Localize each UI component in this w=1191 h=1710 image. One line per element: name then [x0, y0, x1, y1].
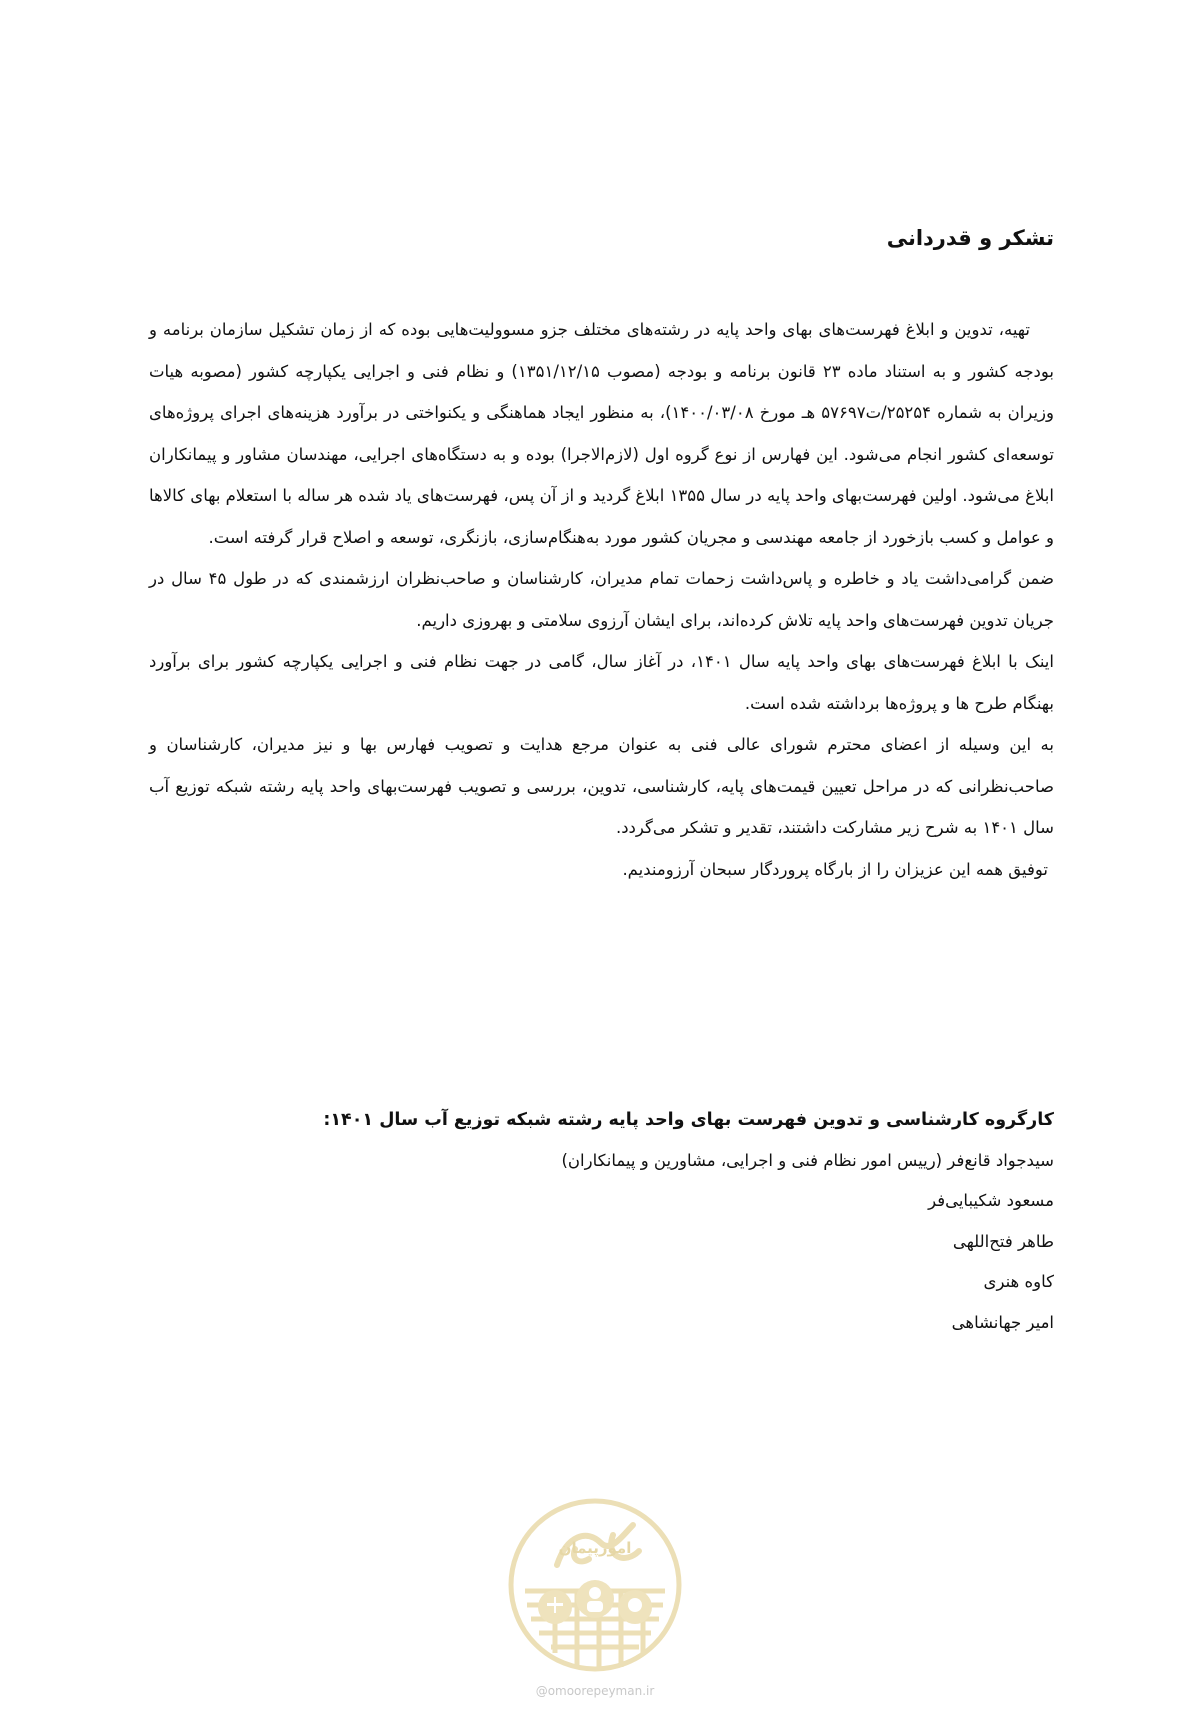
watermark-logo-text: امورپیمان: [558, 1539, 632, 1557]
watermark-logo-icon: [505, 1495, 685, 1710]
team-list: [149, 1141, 1054, 1344]
team-member: مسعود شکیبایی‌فر: [928, 1191, 1054, 1210]
paragraph-tribute: ضمن گرامی‌داشت یاد و خاطره و پاس‌داشت زحمات تمام مدیران، کارشناسان و صاحب‌نظران ارزشمندی که در طول ۴۵ سال در جریان تدوین فهرست‌های واحد پایه تلاش کرده‌اند، برای ایشان آرزوی سلامتی و بهروزی داریم.: [149, 569, 1054, 630]
team-member: سیدجواد قانع‌فر (رییس امور نظام فنی و اجرایی، مشاورین و پیمانکاران): [561, 1150, 1054, 1170]
paragraph-thanks: به این وسیله از اعضای محترم شورای عالی فنی به عنوان مرجع هدایت و تصویب فهارس بها و نیز مدیران، کارشناسان و صاحب‌نظرانی که در مراحل تعیین قیمت‌های پایه، کارشناسی، تدوین، بررسی و تصویب فهرست‌بهای واحد پایه رشته شبکه توزیع آب سال ۱۴۰۱ به شرح زیر مشارکت داشتند، تقدیر و تشکر می‌گردد.: [149, 735, 1054, 837]
team-member: امیر جهانشاهی: [951, 1312, 1054, 1332]
paragraph-closing: توفیق همه این عزیزان را از بارگاه پروردگار سبحان آرزومندیم.: [622, 859, 1048, 879]
team-section: [149, 1100, 1054, 1343]
team-heading: کارگروه کارشناسی و تدوین فهرست بهای واحد پایه رشته شبکه توزیع آب سال ۱۴۰۱:: [323, 1110, 1054, 1130]
paragraph-intro: تهیه، تدوین و ابلاغ فهرست‌های بهای واحد پایه در رشته‌های مختلف جزو مسوولیت‌هایی بوده که از زمان تشکیل سازمان برنامه و بودجه کشور و به استناد ماده ۲۳ قانون برنامه و بودجه (مصوب ۱۳۵۱/۱۲/۱۵) و نظام فنی و اجرایی یکپارچه کشور (مصوبه هیات وزیران به شماره ۲۵۲۵۴/ت۵۷۶۹۷ هـ مورخ ۱۴۰۰/۰۳/۰۸)، به منظور ایجاد هماهنگی و یکنواختی در برآورد هزینه‌های اجرای پروژه‌های توسعه‌ای کشور انجام می‌شود. این فهارس از نوع گروه اول (لازم‌الاجرا) بوده و به دستگاه‌های اجرایی، مهندسان مشاور و پیمانکاران ابلاغ می‌شود. اولین فهرست‌بهای واحد پایه در سال ۱۳۵۵ ابلاغ گردید و از آن پس، فهرست‌های یاد شده هر ساله با استعلام بهای کالاها و عوامل و کسب بازخورد از جامعه مهندسی و مجریان کشور مورد به‌هنگام‌سازی، بازنگری، توسعه و اصلاح قرار گرفته است.: [149, 320, 1054, 547]
team-member: طاهر فتح‌اللهی: [952, 1231, 1054, 1251]
team-member: کاوه هنری: [983, 1272, 1054, 1291]
page-title: تشکر و قدردانی: [886, 226, 1054, 250]
body-text: [149, 309, 1054, 890]
watermark-caption: @omoorepeyman.ir: [535, 1684, 655, 1698]
paragraph-announcement: اینک با ابلاغ فهرست‌های بهای واحد پایه سال ۱۴۰۱، در آغاز سال، گامی در جهت نظام فنی و اجرایی یکپارچه کشور برای برآورد بهنگام طرح ها و پروژه‌ها برداشته شده است.: [149, 652, 1054, 713]
